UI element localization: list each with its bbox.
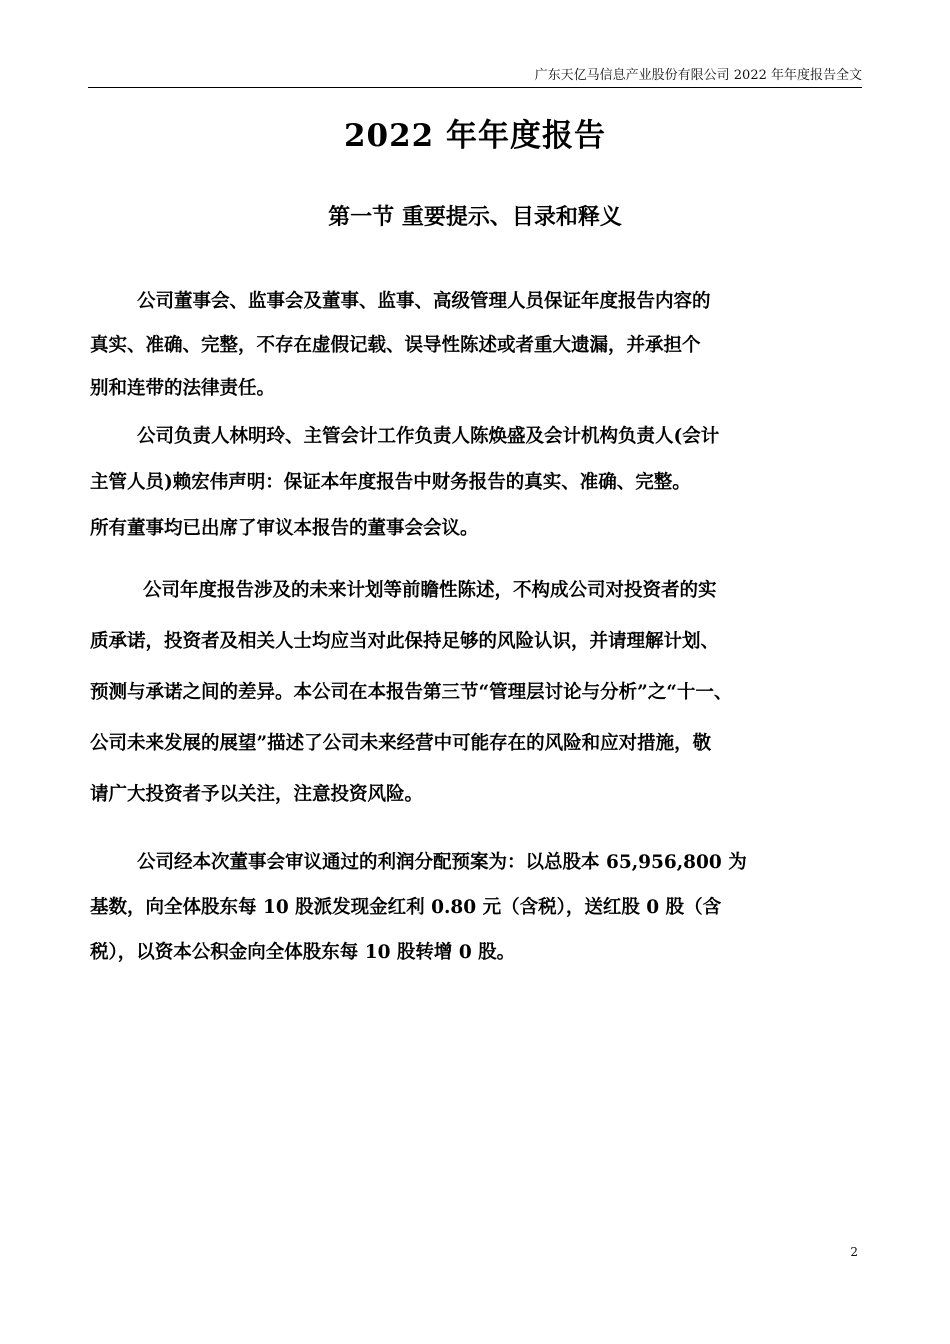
paragraph-line: 公司董事会、监事会及董事、监事、高级管理人员保证年度报告内容的 bbox=[137, 291, 711, 312]
paragraph-line: 基数，向全体股东每 10 股派发现金红利 0.80 元（含税），送红股 0 股（含 bbox=[90, 897, 722, 918]
paragraph-line: 预测与承诺之间的差异。本公司在本报告第三节“管理层讨论与分析”之“十一、 bbox=[90, 682, 733, 703]
paragraph-line: 请广大投资者予以关注，注意投资风险。 bbox=[90, 784, 424, 805]
section-title: 第一节 重要提示、目录和释义 bbox=[328, 204, 622, 230]
paragraph-line: 所有董事均已出席了审议本报告的董事会会议。 bbox=[90, 518, 479, 539]
running-header: 广东天亿马信息产业股份有限公司 2022 年年度报告全文 bbox=[534, 68, 862, 83]
paragraph-line: 真实、准确、完整，不存在虚假记载、误导性陈述或者重大遗漏，并承担个 bbox=[90, 334, 701, 356]
page-number: 2 bbox=[850, 1245, 858, 1259]
paragraph-line: 公司负责人林明玲、主管会计工作负责人陈焕盛及会计机构负责人(会计 bbox=[137, 426, 720, 447]
paragraph-line: 公司未来发展的展望”描述了公司未来经营中可能存在的风险和应对措施，敬 bbox=[90, 733, 712, 754]
paragraph-line: 公司经本次董事会审议通过的利润分配预案为：以总股本 65,956,800 为 bbox=[137, 852, 747, 873]
paragraph-forward-looking bbox=[90, 565, 870, 820]
paragraph-line: 税），以资本公积金向全体股东每 10 股转增 0 股。 bbox=[90, 942, 516, 963]
header-rule bbox=[88, 87, 862, 88]
page-title: 2022 年年度报告 bbox=[343, 118, 607, 154]
paragraph-line: 公司年度报告涉及的未来计划等前瞻性陈述，不构成公司对投资者的实 bbox=[143, 580, 717, 601]
paragraph-line: 主管人员)赖宏伟声明：保证本年度报告中财务报告的真实、准确、完整。 bbox=[90, 472, 691, 493]
paragraph-profit-distribution bbox=[90, 840, 870, 975]
paragraph-line: 别和连带的法律责任。 bbox=[90, 378, 276, 399]
paragraph-line: 质承诺，投资者及相关人士均应当对此保持足够的风险认识，并请理解计划、 bbox=[90, 631, 720, 652]
paragraph-responsible-persons bbox=[90, 414, 870, 552]
paragraph-board-guarantee bbox=[90, 280, 870, 411]
